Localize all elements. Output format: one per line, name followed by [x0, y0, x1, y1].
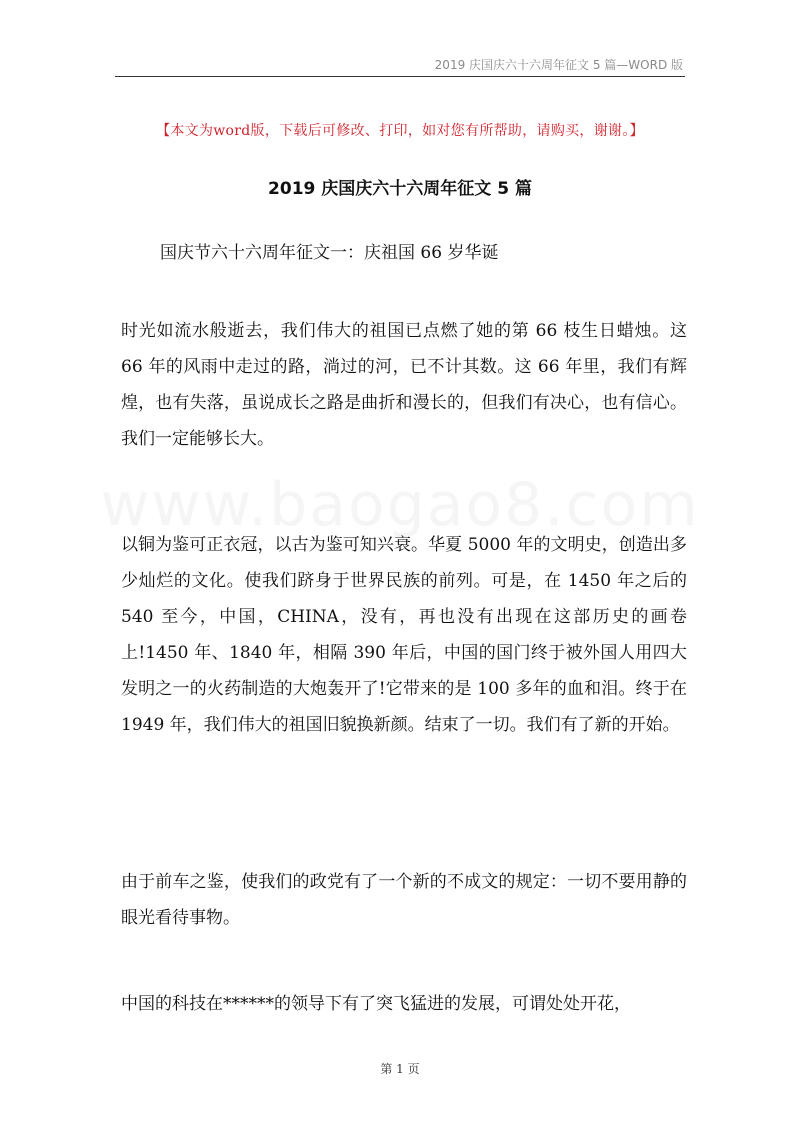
download-notice: 【本文为word版，下载后可修改、打印，如对您有所帮助，请购买，谢谢。】: [156, 123, 644, 139]
page-number: 第 1 页: [380, 1062, 420, 1076]
running-header: 2019 庆国庆六十六周年征文 5 篇—WORD 版: [434, 58, 683, 72]
header-divider: [115, 76, 685, 77]
watermark: www.baogao8.com: [100, 470, 700, 540]
essay-subtitle: 国庆节六十六周年征文一：庆祖国 66 岁华诞: [160, 243, 499, 263]
paragraph-4: 中国的科技在******的领导下有了突飞猛进的发展，可谓处处开花，: [121, 994, 631, 1014]
document-title: 2019 庆国庆六十六周年征文 5 篇: [268, 179, 532, 199]
paragraph-2: 以铜为鉴可正衣冠，以古为鉴可知兴衰。华夏 5000 年的文明史，创造出多少灿烂的文化。使我们跻身于世界民族的前列。可是，在 1450 年之后的 540 至今，中国，CHINA，没有，再也没有出现在这部历史的画卷上!1450 年、1840 年，相隔 390 年后，中国的国门终于被外国人用四大发明之一的火药制造的大炮轰开了!它带来的是 100 多年的血和泪。终于在 1949 年，我们伟大的祖国旧貌换新颜。结束了一切。我们有了新的开始。: [121, 535, 687, 735]
paragraph-3: 由于前车之鉴，使我们的政党有了一个新的不成文的规定：一切不要用静的眼光看待事物。: [121, 872, 687, 928]
paragraph-1: 时光如流水般逝去，我们伟大的祖国已点燃了她的第 66 枝生日蜡烛。这 66 年的风雨中走过的路，淌过的河，已不计其数。这 66 年里，我们有辉煌，也有失落，虽说成长之路是曲折和漫长的，但我们有决心，也有信心。我们一定能够长大。: [121, 321, 687, 449]
